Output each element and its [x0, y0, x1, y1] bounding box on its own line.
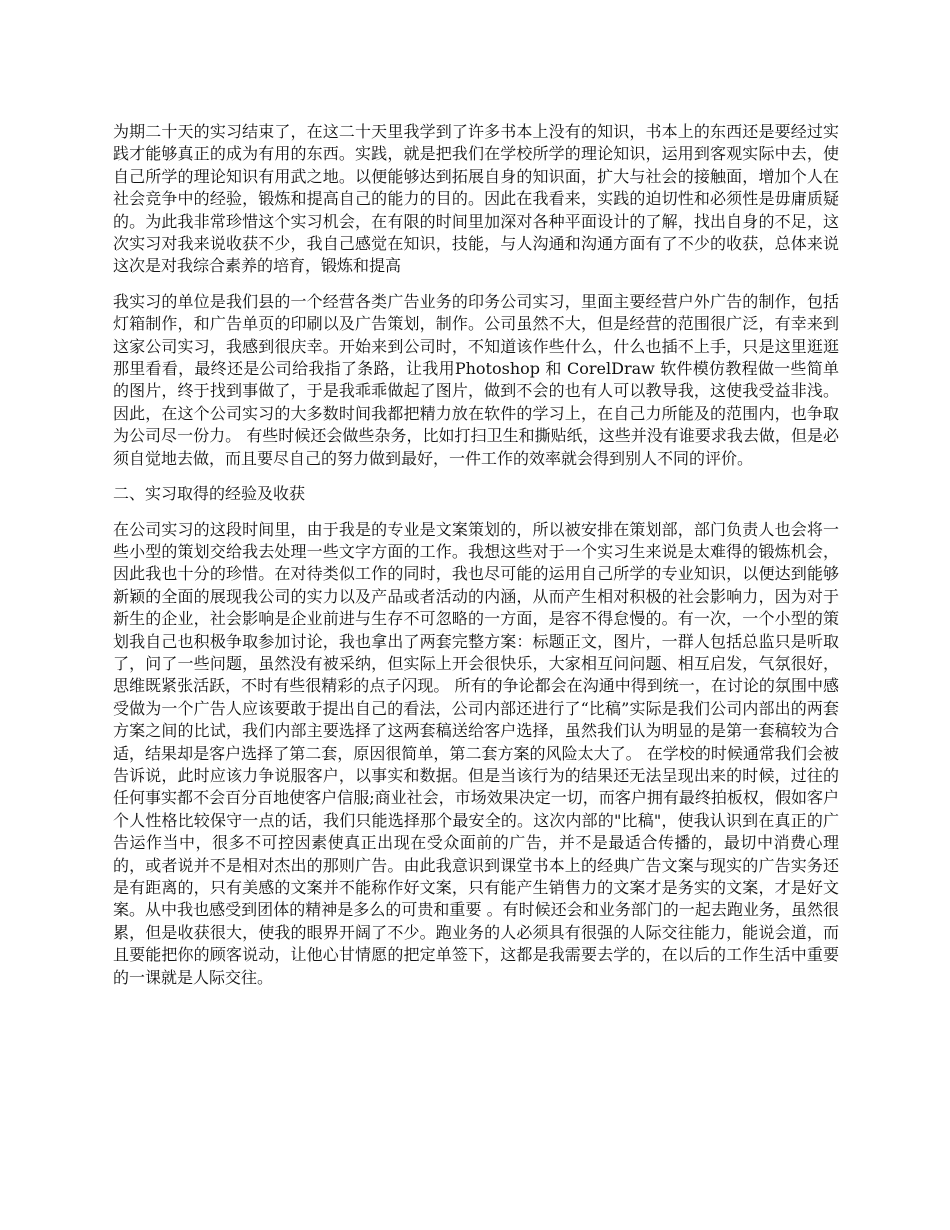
paragraph-company: 我实习的单位是我们县的一个经营各类广告业务的印务公司实习，里面主要经营户外广告的制作，包括灯箱制作，和广告单页的印刷以及广告策划，制作。公司虽然不大，但是经营的范围很广泛，有幸来到这家公司实习，我感到很庆幸。开始来到公司时，不知道该作些什么，什么也插不上手，只是这里逛逛那里看看，最终还是公司给我指了条路，让我用Photoshop 和 CorelDraw 软件模仿教程做一些简单的图片，终于找到事做了，于是我乖乖做起了图片，做到不会的也有人可以教导我，这使我受益非浅。因此，在这个公司实习的大多数时间我都把精力放在软件的学习上，在自己力所能及的范围内，也争取为公司尽一份力。 有些时候还会做些杂务，比如打扫卫生和撕贴纸，这些并没有谁要求我去做，但是必须自觉地去做，而且要尽自己的努力做到最好，一件工作的效率就会得到别人不同的评价。 — [113, 291, 839, 468]
paragraph-intro: 为期二十天的实习结束了，在这二十天里我学到了许多书本上没有的知识，书本上的东西还是要经过实践才能够真正的成为有用的东西。实践，就是把我们在学校所学的理论知识，运用到客观实际中去，使自己所学的理论知识有用武之地。以便能够达到拓展自身的知识面，扩大与社会的接触面，增加个人在社会竞争中的经验，锻炼和提高自己的能力的目的。因此在我看来，实践的迫切性和必须性是毋庸质疑的。为此我非常珍惜这个实习机会，在有限的时间里加深对各种平面设计的了解，找出自身的不足，这次实习对我来说收获不少，我自己感觉在知识，技能，与人沟通和沟通方面有了不少的收获，总体来说这次是对我综合素养的培育，锻炼和提高 — [113, 122, 839, 276]
section-heading: 二、实习取得的经验及收获 — [113, 484, 306, 504]
document-page — [113, 121, 839, 1002]
paragraph-experience: 在公司实习的这段时间里，由于我是的专业是文案策划的，所以被安排在策划部，部门负责人也会将一些小型的策划交给我去处理一些文字方面的工作。我想这些对于一个实习生来说是太难得的锻炼机会，因此我也十分的珍惜。在对待类似工作的同时，我也尽可能的运用自己所学的专业知识，以便达到能够新颖的全面的展现我公司的实力以及产品或者活动的内涵，从而产生相对积极的社会影响力，因为对于新生的企业，社会影响是企业前进与生存不可忽略的一方面，是容不得怠慢的。有一次，一个小型的策划我自己也积极争取参加讨论，我也拿出了两套完整方案：标题正文，图片，一群人包括总监只是听取了，问了一些问题，虽然没有被采纳，但实际上开会很快乐，大家相互问问题、相互启发，气氛很好，思维既紧张活跃，不时有些很精彩的点子闪现。 所有的争论都会在沟通中得到统一，在讨论的氛围中感受做为一个广告人应该要敢于提出自己的看法，公司内部还进行了“比稿”实际是我们公司内部出的两套方案之间的比试，我们内部主要选择了这两套稿送给客户选择，虽然我们认为明显的是第一套稿较为合适，结果却是客户选择了第二套，原因很简单，第二套方案的风险太大了。 在学校的时候通常我们会被告诉说，此时应该力争说服客户，以事实和数据。但是当该行为的结果还无法呈现出来的时候，过往的任何事实都不会百分百地使客户信服;商业社会，市场效果决定一切，而客户拥有最终拍板权，假如客户个人性格比较保守一点的话，我们只能选择那个最安全的。这次内部的"比稿"，使我认识到在真正的广告运作当中，很多不可控因素使真正出现在受众面前的广告，并不是最适合传播的，最切中消费心理的，或者说并不是相对杰出的那则广告。由此我意识到课堂书本上的经典广告文案与现实的广告实务还是有距离的，只有美感的文案并不能称作好文案，只有能产生销售力的文案才是务实的文案，才是好文案。从中我也感受到团体的精神是多么的可贵和重要 。有时候还会和业务部门的一起去跑业务，虽然很累，但是收获很大，使我的眼界开阔了不少。跑业务的人必须具有很强的人际交往能力，能说会道，而且要能把你的顾客说动，让他心甘情愿的把定单签下，这都是我需要去学的，在以后的工作生活中重要的一课就是人际交往。 — [113, 519, 839, 987]
